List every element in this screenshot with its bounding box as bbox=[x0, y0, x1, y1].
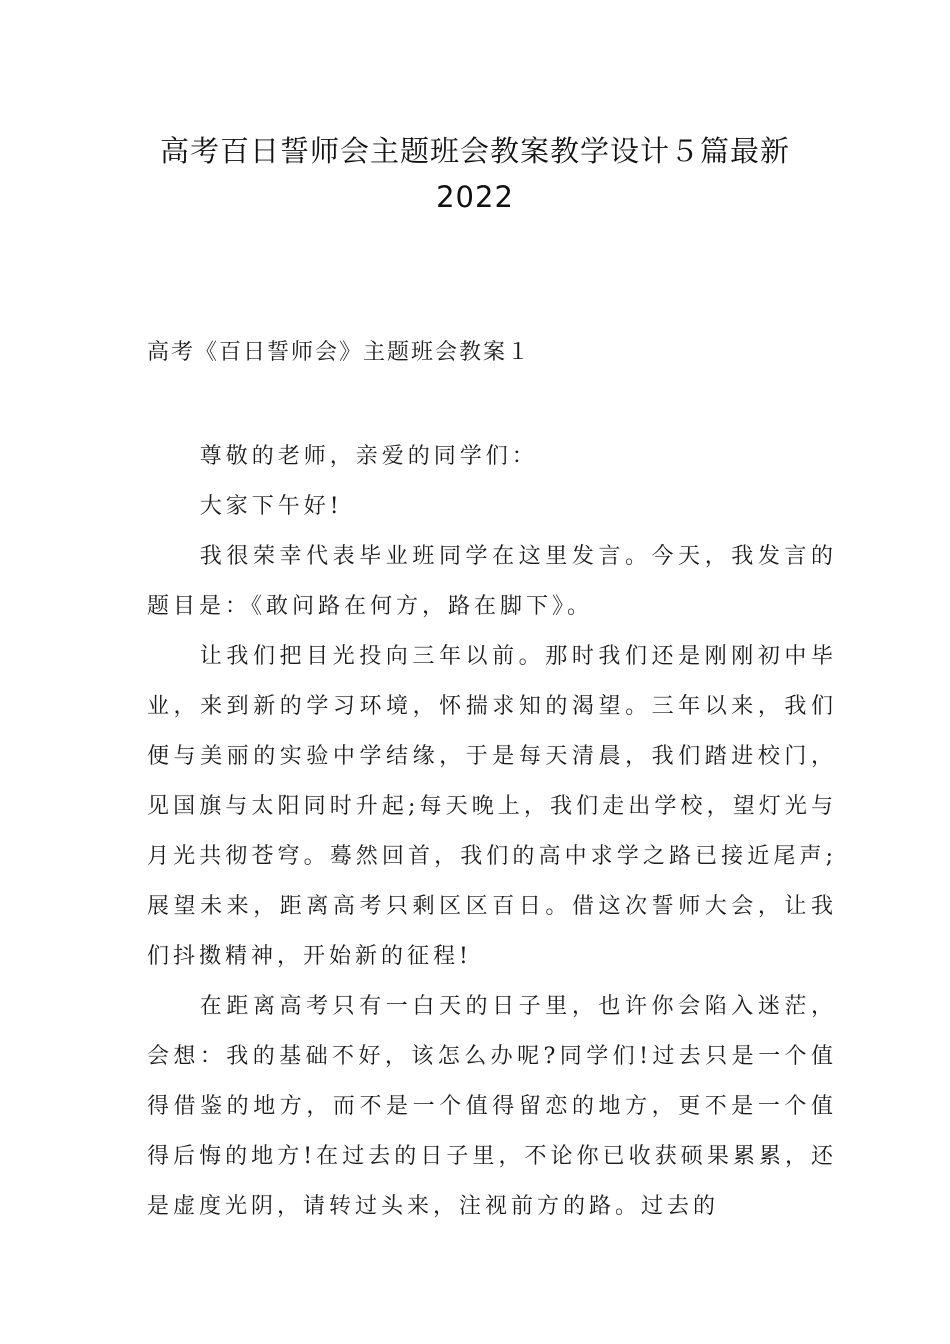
paragraph-encouragement: 在距离高考只有一白天的日子里，也许你会陷入迷茫，会想：我的基础不好，该怎么办呢?同学们!过去只是一个值得借鉴的地方，而不是一个值得留恋的地方，更不是一个值得后悔的地方!在过去的日子里，不论你已收获硕果累累，还是虚度光阴，请转过头来，注视前方的路。过去的 bbox=[147, 994, 837, 1219]
document-body bbox=[147, 432, 837, 1232]
paragraph-greeting: 大家下午好! bbox=[199, 494, 343, 519]
section-heading: 高考《百日誓师会》主题班会教案１ bbox=[147, 340, 532, 365]
paragraph-salutation: 尊敬的老师，亲爱的同学们： bbox=[199, 444, 538, 469]
paragraph-reflection: 让我们把目光投向三年以前。那时我们还是刚刚初中毕业，来到新的学习环境，怀揣求知的渴望。三年以来，我们便与美丽的实验中学结缘，于是每天清晨，我们踏进校门，见国旗与太阳同时升起;每天晚上，我们走出学校，望灯光与月光共彻苍穹。蓦然回首，我们的高中求学之路已接近尾声;展望未来，距离高考只剩区区百日。借这次誓师大会，让我们抖擞精神，开始新的征程! bbox=[147, 644, 837, 969]
paragraph-intro: 我很荣幸代表毕业班同学在这里发言。今天，我发言的题目是：《敢问路在何方，路在脚下》。 bbox=[147, 544, 837, 619]
document-title bbox=[120, 128, 830, 220]
document-title-line-1: 高考百日誓师会主题班会教案教学设计５篇最新 bbox=[159, 134, 790, 168]
document-title-line-2: 2022 bbox=[436, 180, 514, 214]
